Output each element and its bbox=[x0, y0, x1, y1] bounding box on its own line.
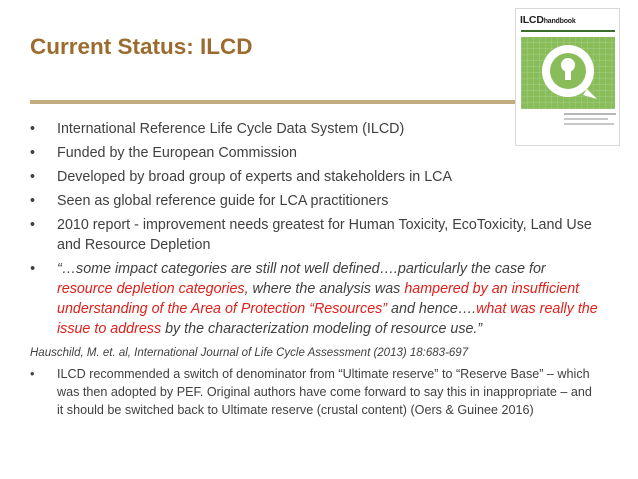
highlight-text: resource depletion categories bbox=[57, 281, 245, 297]
title-underline bbox=[30, 100, 525, 104]
bullet-item: • Funded by the European Commission bbox=[30, 143, 600, 163]
cover-brand: ILCDhandbook bbox=[520, 14, 576, 26]
lifecycle-bulb-icon bbox=[521, 37, 615, 109]
cover-caption-line bbox=[564, 113, 616, 115]
quote-bullet: • “…some impact categories are still not well defined….particularly the case for resource depletion categories, where the analysis was hampered by an insufficient understanding of the Area of Protection “Resources” and hence….what was really the issue to address by the characterization modeling of resource use.” Hauschild, M. et. al, International Journal of Life Cycle Assessment (2013) 18:683-697 bbox=[30, 259, 600, 339]
bullet-item: • 2010 report - improvement needs greatest for Human Toxicity, EcoToxicity, Land Use and Resource Depletion bbox=[30, 215, 600, 255]
bullet-item: • International Reference Life Cycle Data System (ILCD) bbox=[30, 119, 600, 139]
bullet-item: • Developed by broad group of experts and stakeholders in LCA bbox=[30, 167, 600, 187]
highlight-text: hampered by an insufficient understanding of the Area of Protection “Resources” bbox=[57, 281, 580, 317]
citation: Hauschild, M. et. al, International Journal of Life Cycle Assessment (2013) 18:683-697 bbox=[30, 347, 469, 359]
slide-title: Current Status: ILCD bbox=[30, 34, 253, 59]
bullet-item: • Seen as global reference guide for LCA practitioners bbox=[30, 191, 600, 211]
cover-tagline bbox=[521, 30, 615, 32]
highlight-text: what was really the issue to address bbox=[57, 301, 598, 337]
bullet-item: • ILCD recommended a switch of denominator from “Ultimate reserve” to “Reserve Base” – which was then adopted by PEF. Original authors have come forward to say this in inappropriate – and it should be switched back to Ultimate reserve (crustal content) (Oers & Guinee 2016) bbox=[30, 365, 600, 419]
cover-art bbox=[521, 37, 615, 109]
bullet-list bbox=[30, 119, 600, 423]
